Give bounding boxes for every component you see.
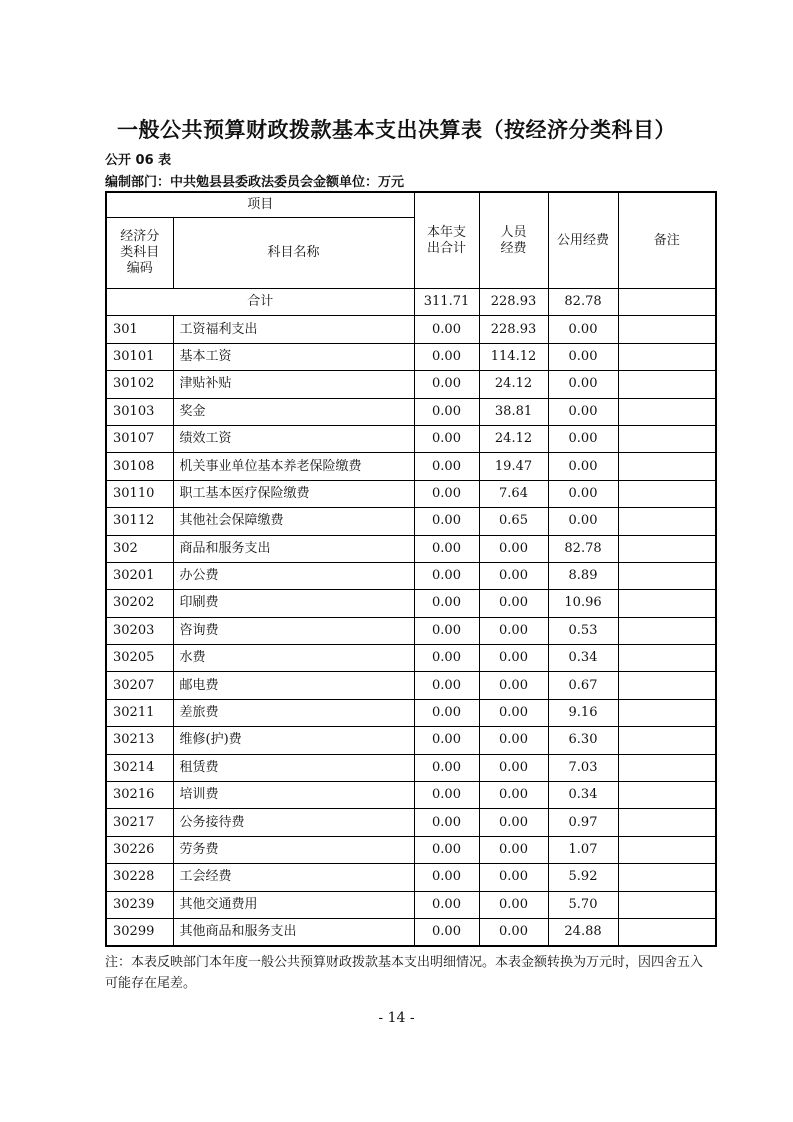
table-row	[106, 645, 716, 672]
row-personnel: 7.64	[479, 480, 548, 507]
row-remark	[618, 699, 716, 726]
row-total: 0.00	[414, 480, 479, 507]
header-personnel-line-1: 人员	[500, 224, 527, 240]
row-name: 劳务费	[173, 836, 414, 863]
row-total: 0.00	[414, 535, 479, 562]
row-remark	[618, 590, 716, 617]
row-name: 商品和服务支出	[173, 535, 414, 562]
row-public: 0.00	[548, 316, 618, 343]
table-row	[106, 453, 716, 480]
row-personnel: 24.12	[479, 425, 548, 452]
row-code: 30213	[106, 727, 173, 754]
row-total: 0.00	[414, 645, 479, 672]
row-name: 邮电费	[173, 672, 414, 699]
row-total: 0.00	[414, 590, 479, 617]
table-row	[106, 562, 716, 589]
row-code: 30216	[106, 782, 173, 809]
row-total: 0.00	[414, 316, 479, 343]
total-remark	[618, 289, 716, 316]
row-total: 0.00	[414, 782, 479, 809]
row-remark	[618, 672, 716, 699]
total-personnel: 228.93	[479, 289, 548, 316]
unit-line: 编制部门：中共勉县县委政法委员会金额单位：万元	[105, 175, 405, 190]
row-name: 维修(护)费	[173, 727, 414, 754]
row-code: 30103	[106, 398, 173, 425]
row-name: 绩效工资	[173, 425, 414, 452]
footnote: 注：本表反映部门本年度一般公共预算财政拨款基本支出明细情况。本表金额转换为万元时，因四舍五入可能存在尾差。	[105, 955, 704, 991]
row-personnel: 228.93	[479, 316, 548, 343]
document-title: 一般公共预算财政拨款基本支出决算表（按经济分类科目）	[117, 118, 676, 142]
row-remark	[618, 864, 716, 891]
row-public: 0.00	[548, 398, 618, 425]
row-remark	[618, 480, 716, 507]
row-code: 30107	[106, 425, 173, 452]
row-public: 82.78	[548, 535, 618, 562]
table-row	[106, 590, 716, 617]
row-code: 30217	[106, 809, 173, 836]
table-row	[106, 316, 716, 343]
row-public: 1.07	[548, 836, 618, 863]
header-code-line-2: 类科目	[120, 245, 160, 260]
total-label: 合计	[106, 289, 414, 316]
row-public: 0.00	[548, 480, 618, 507]
row-public: 0.00	[548, 343, 618, 370]
row-public: 8.89	[548, 562, 618, 589]
row-public: 6.30	[548, 727, 618, 754]
table-row	[106, 343, 716, 370]
row-name: 其他交通费用	[173, 891, 414, 918]
table-row	[106, 425, 716, 452]
row-public: 0.00	[548, 425, 618, 452]
header-personnel	[479, 192, 548, 289]
table-row	[106, 754, 716, 781]
table-row	[106, 398, 716, 425]
row-public: 24.88	[548, 918, 618, 946]
row-personnel: 0.00	[479, 727, 548, 754]
row-code: 30239	[106, 891, 173, 918]
row-public: 0.34	[548, 782, 618, 809]
row-personnel: 0.00	[479, 809, 548, 836]
row-code: 30202	[106, 590, 173, 617]
row-code: 30201	[106, 562, 173, 589]
row-total: 0.00	[414, 508, 479, 535]
row-remark	[618, 371, 716, 398]
row-remark	[618, 891, 716, 918]
row-code: 301	[106, 316, 173, 343]
row-name: 水费	[173, 645, 414, 672]
table-row	[106, 699, 716, 726]
table-row	[106, 371, 716, 398]
table-row	[106, 918, 716, 946]
row-personnel: 0.00	[479, 590, 548, 617]
row-remark	[618, 727, 716, 754]
row-public: 0.53	[548, 617, 618, 644]
row-personnel: 0.00	[479, 891, 548, 918]
row-name: 租赁费	[173, 754, 414, 781]
row-public: 9.16	[548, 699, 618, 726]
row-remark	[618, 809, 716, 836]
row-total: 0.00	[414, 453, 479, 480]
table-row	[106, 891, 716, 918]
row-remark	[618, 316, 716, 343]
header-project: 项目	[106, 192, 414, 218]
header-code	[106, 218, 173, 289]
table-row	[106, 836, 716, 863]
header-total-line-2: 出合计	[427, 240, 467, 256]
row-public: 0.00	[548, 508, 618, 535]
row-total: 0.00	[414, 562, 479, 589]
table-row	[106, 864, 716, 891]
row-remark	[618, 918, 716, 946]
row-remark	[618, 453, 716, 480]
row-remark	[618, 754, 716, 781]
row-personnel: 0.00	[479, 645, 548, 672]
row-name: 工会经费	[173, 864, 414, 891]
row-total: 0.00	[414, 918, 479, 946]
row-public: 7.03	[548, 754, 618, 781]
row-code: 30226	[106, 836, 173, 863]
row-code: 30102	[106, 371, 173, 398]
row-code: 30112	[106, 508, 173, 535]
row-name: 公务接待费	[173, 809, 414, 836]
row-remark	[618, 343, 716, 370]
row-name: 基本工资	[173, 343, 414, 370]
row-public: 5.92	[548, 864, 618, 891]
row-total: 0.00	[414, 891, 479, 918]
row-total: 0.00	[414, 809, 479, 836]
row-personnel: 0.00	[479, 699, 548, 726]
row-total: 0.00	[414, 398, 479, 425]
header-total-line-1: 本年支	[427, 224, 467, 240]
table-row	[106, 480, 716, 507]
row-name: 其他社会保障缴费	[173, 508, 414, 535]
row-total: 0.00	[414, 699, 479, 726]
row-code: 30214	[106, 754, 173, 781]
row-code: 30228	[106, 864, 173, 891]
page-number: - 14 -	[378, 1010, 415, 1026]
row-remark	[618, 398, 716, 425]
row-code: 30108	[106, 453, 173, 480]
row-remark	[618, 617, 716, 644]
row-code: 302	[106, 535, 173, 562]
row-total: 0.00	[414, 727, 479, 754]
row-name: 奖金	[173, 398, 414, 425]
header-public: 公用经费	[548, 192, 618, 289]
row-total: 0.00	[414, 371, 479, 398]
row-personnel: 24.12	[479, 371, 548, 398]
row-personnel: 0.65	[479, 508, 548, 535]
row-public: 0.34	[548, 645, 618, 672]
expenditure-table	[105, 191, 717, 947]
row-total: 0.00	[414, 425, 479, 452]
row-personnel: 114.12	[479, 343, 548, 370]
row-personnel: 38.81	[479, 398, 548, 425]
row-public: 0.00	[548, 453, 618, 480]
row-public: 10.96	[548, 590, 618, 617]
row-remark	[618, 425, 716, 452]
row-public: 5.70	[548, 891, 618, 918]
row-name: 办公费	[173, 562, 414, 589]
row-personnel: 19.47	[479, 453, 548, 480]
row-personnel: 0.00	[479, 782, 548, 809]
row-name: 工资福利支出	[173, 316, 414, 343]
row-remark	[618, 645, 716, 672]
row-personnel: 0.00	[479, 672, 548, 699]
row-remark	[618, 562, 716, 589]
row-code: 30101	[106, 343, 173, 370]
row-public: 0.97	[548, 809, 618, 836]
table-number: 公开 06 表	[105, 153, 172, 168]
header-name: 科目名称	[173, 218, 414, 289]
row-total: 0.00	[414, 343, 479, 370]
table-row	[106, 809, 716, 836]
row-code: 30203	[106, 617, 173, 644]
row-name: 其他商品和服务支出	[173, 918, 414, 946]
table-row	[106, 535, 716, 562]
row-total: 0.00	[414, 672, 479, 699]
header-remark: 备注	[618, 192, 716, 289]
row-code: 30110	[106, 480, 173, 507]
header-row-1	[106, 192, 716, 218]
table-row	[106, 508, 716, 535]
row-remark	[618, 836, 716, 863]
row-code: 30299	[106, 918, 173, 946]
row-remark	[618, 782, 716, 809]
row-code: 30211	[106, 699, 173, 726]
row-total: 0.00	[414, 617, 479, 644]
total-row	[106, 289, 716, 316]
row-personnel: 0.00	[479, 562, 548, 589]
row-total: 0.00	[414, 836, 479, 863]
table-row	[106, 617, 716, 644]
table-row	[106, 672, 716, 699]
row-remark	[618, 508, 716, 535]
total-total: 311.71	[414, 289, 479, 316]
row-total: 0.00	[414, 864, 479, 891]
row-personnel: 0.00	[479, 754, 548, 781]
header-code-line-1: 经济分	[120, 229, 160, 244]
row-personnel: 0.00	[479, 617, 548, 644]
row-name: 咨询费	[173, 617, 414, 644]
row-personnel: 0.00	[479, 918, 548, 946]
row-personnel: 0.00	[479, 535, 548, 562]
row-remark	[618, 535, 716, 562]
header-total	[414, 192, 479, 289]
table-row	[106, 782, 716, 809]
row-public: 0.00	[548, 371, 618, 398]
row-name: 培训费	[173, 782, 414, 809]
row-personnel: 0.00	[479, 836, 548, 863]
row-code: 30207	[106, 672, 173, 699]
row-name: 印刷费	[173, 590, 414, 617]
header-code-line-3: 编码	[126, 261, 153, 276]
row-name: 职工基本医疗保险缴费	[173, 480, 414, 507]
total-public: 82.78	[548, 289, 618, 316]
row-code: 30205	[106, 645, 173, 672]
row-public: 0.67	[548, 672, 618, 699]
row-name: 机关事业单位基本养老保险缴费	[173, 453, 414, 480]
row-personnel: 0.00	[479, 864, 548, 891]
header-personnel-line-2: 经费	[500, 240, 527, 256]
table-row	[106, 727, 716, 754]
row-name: 差旅费	[173, 699, 414, 726]
row-name: 津贴补贴	[173, 371, 414, 398]
row-total: 0.00	[414, 754, 479, 781]
